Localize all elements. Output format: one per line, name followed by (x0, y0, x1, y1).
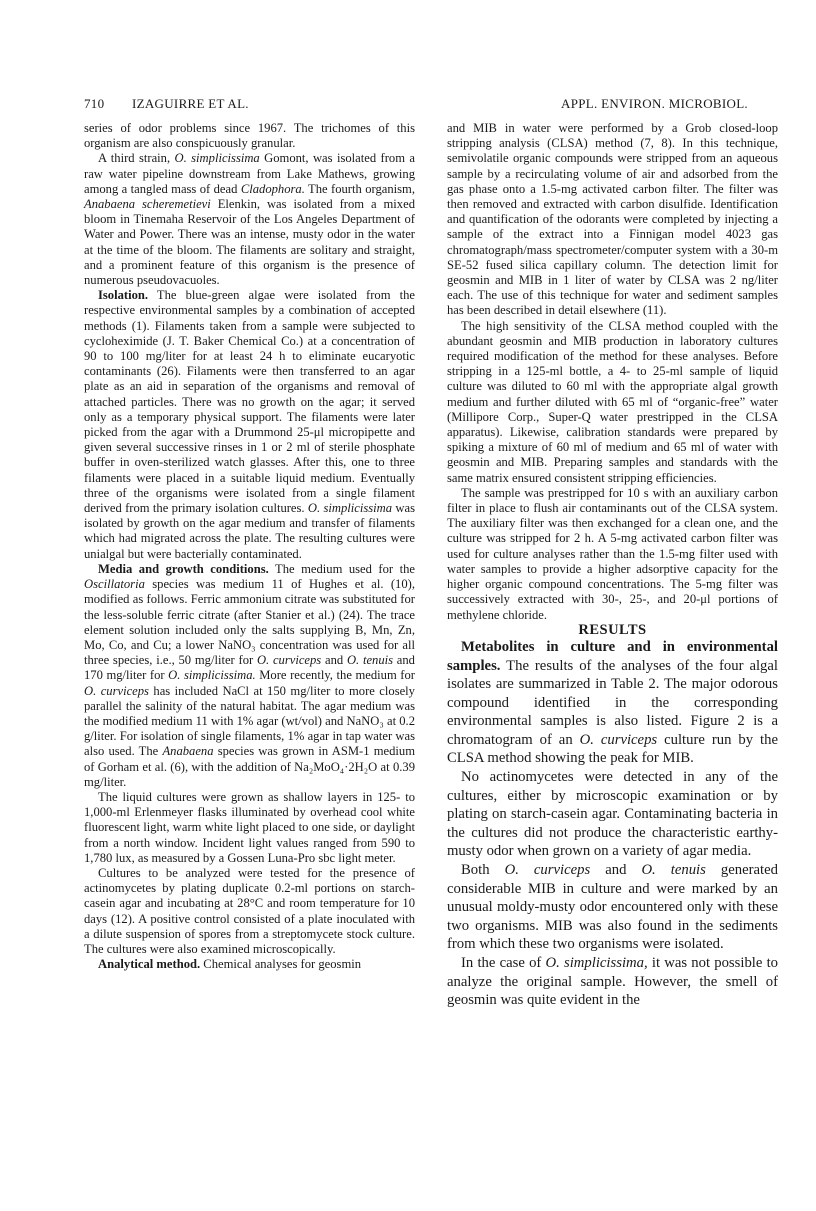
paragraph-analytical: Analytical method. Chemical analyses for geosmin (98, 957, 362, 972)
paragraph-mib-producers: Both O. curviceps and O. tenuis generated considerable MIB in culture and were marked by an unusual moldy-musty odor encountered only with these two organisms. MIB was also found in the sediments from which these two organisms were isolated. (447, 862, 778, 953)
paragraph-media: Media and growth conditions. The medium used for the Oscillatoria species was medium 11 of Hughes et al. (10), modified as follows. Ferric ammonium citrate was substituted for the less-soluble ferric citrate (after Stanier et al.) (24). The trace element solution included only the salts supplying B, Mn, Zn, Mo, Co, and Cu; a lower NaNO₃ concentration was used for all three species, i.e., 50 mg/liter for O. curviceps and O. tenuis and 170 mg/liter for O. simplicissima. More recently, the medium for O. curviceps has included NaCl at 150 mg/liter to more closely parallel the salinity of the natural habitat. The agar medium was the modified medium 11 with 1% agar (wt/vol) and NaNO₃ at 0.2 g/liter. For isolation of single filaments, 1% agar in tap water was also used. The Anabaena species was grown in ASM-1 medium of Gorham et al. (6), with the addition of Na₂MoO₄·2H₂O at 0.39 mg/liter. (84, 561, 415, 789)
running-head-authors: IZAGUIRRE ET AL. (132, 96, 249, 111)
paragraph-no-actinomycetes: No actinomycetes were detected in any of the cultures, either by microscopic examination or by plating on starch-casein agar. Contaminating bacteria in the cultures did not produce the characteristic earthy-musty odor when grown on a variety of agar media. (447, 769, 778, 860)
subhead-isolation: Isolation. (98, 288, 149, 303)
results-text (447, 638, 778, 1010)
paragraph-clsa-method: and MIB in water were performed by a Grob closed-loop stripping analysis (CLSA) method (7, 8). In this technique, semivolatile organic compounds were stripped from an aqueous sample by a recirculating volume of air and adsorbed from the gas phase onto a 1.5-mg activated carbon filter. The filter was then removed and extracted with carbon disulfide. Identification and quantification of the odorants were completed by injecting a sample of the extract into a Finnigan model 4023 gas chromatograph/mass spectrometer/computer system with a 30-m SE-52 fused silica capillary column. The detection limit for geosmin and MIB in 1 liter of water by CLSA was 2 ng/liter each. The use of this technique for water and sediment samples has been described in detail elsewhere (11). (447, 121, 778, 318)
right-column (447, 121, 778, 1010)
paragraph-actinomycete-tests: Cultures to be analyzed were tested for the presence of actinomycetes by plating duplicate 0.2-ml portions on starch-casein agar and incubating at 28°C and room temperature for 10 days (12). A positive control consisted of a plate inoculated with a dilute suspension of spores from a streptomycete stock culture. The cultures were also examined microscopically. (84, 865, 415, 956)
paragraph-metabolites: Metabolites in culture and in environmental samples. The results of the analyses of the four algal isolates are summarized in Table 2. The major odorous compound identified in the corresponding environmental samples is also listed. Figure 2 is a chromatogram of an O. curviceps culture run by the CLSA method showing the peak for MIB. (447, 638, 778, 767)
paragraph-prestripping: The sample was prestripped for 10 s with an auxiliary carbon filter in place to flush air contaminants out of the CLSA system. The auxiliary filter was then exchanged for a clean one, and the culture was stripped for 2 h. A 5-mg activated carbon filter was used for culture analyses rather than the 1.5-mg filter used with water samples to provide a higher adsorptive capacity for the higher organic compound concentrations. The 5-mg filter was successively extracted with 30-, 25-, and 20-μl portions of methylene chloride. (447, 485, 778, 622)
paragraph-third-strain: A third strain, O. simplicissima Gomont, was isolated from a raw water pipeline downstream from Lake Mathews, growing among a tangled mass of dead Cladophora. The fourth organism, Anabaena scheremetievi Elenkin, was isolated from a mixed bloom in Tinemaha Reservoir of the Los Angeles Department of Water and Power. There was an intense, musty odor in the water at the time of the bloom. The filaments are solitary and straight, and a prominent feature of this organism is the presence of numerous pseudovacuoles. (84, 151, 415, 288)
paragraph-liquid-cultures: The liquid cultures were grown as shallow layers in 125- to 1,000-ml Erlenmeyer flasks illuminated by overhead cool white fluorescent light, warm white light placed to one side, or daylight from a north window. Incident light values ranged from 590 to 1,780 lux, as measured by a Gossen Luna-Pro sbc light meter. (84, 789, 415, 865)
paragraph-isolation: Isolation. The blue-green algae were isolated from the respective environmental samples by a combination of accepted methods (1). Filaments taken from a sample were subjected to cycloheximide (J. T. Baker Chemical Co.) at a concentration of 90 to 100 mg/liter for at least 24 h to eliminate eucaryotic contaminants (26). Filaments were then transferred to an agar plate as an aid in separation of the organisms and removal of attached particles. There was no growth on the agar; it served only as a temporary physical support. The filaments were later picked from the agar with a Drummond 25-μl micropipette and given several successive rinses in 1 or 2 ml of sterile phosphate buffer in oven-sterilized watch glasses. After this, one to three filaments were placed in a suitable liquid medium. Eventually three of the organisms were isolated from a single filament derived from the primary isolation cultures. O. simplicissima was isolated by growth on the agar medium and transfer of filaments which had migrated across the plate. The resulting cultures were unialgal but were bacterially contaminated. (84, 288, 416, 561)
paragraph-method-modification: The high sensitivity of the CLSA method coupled with the abundant geosmin and MIB production in laboratory cultures required modification of the method for these analyses. Before stripping in a 125-ml bottle, a 4- to 25-ml sample of liquid culture was diluted to 60 ml with the appropriate algal growth medium and further diluted with 65 ml of “organic-free” water (Millipore Corp., Super-Q water prestripped in the CLSA apparatus). Likewise, calibration standards were prepared by spiking a mixture of 60 ml of medium and 65 ml of water with geosmin and MIB. Preparing samples and standards with the same matrix ensured consistent stripping efficiencies. (447, 318, 778, 485)
page-number: 710 (84, 96, 105, 111)
paragraph-continued: series of odor problems since 1967. The trichomes of this organism are also conspicuously granular. (84, 121, 415, 151)
subhead-analytical: Analytical method. (98, 957, 201, 972)
left-column (84, 121, 415, 972)
subhead-media: Media and growth conditions. (98, 561, 269, 576)
running-head-journal: APPL. ENVIRON. MICROBIOL. (561, 96, 748, 111)
paragraph-simplicissima-case: In the case of O. simplicissima, it was not possible to analyze the original sample. However, the smell of geosmin was quite evident in the (447, 955, 779, 1009)
section-title-results: RESULTS (578, 621, 647, 638)
subhead-metabolites: Metabolites in culture and in environmental samples. (447, 638, 778, 674)
